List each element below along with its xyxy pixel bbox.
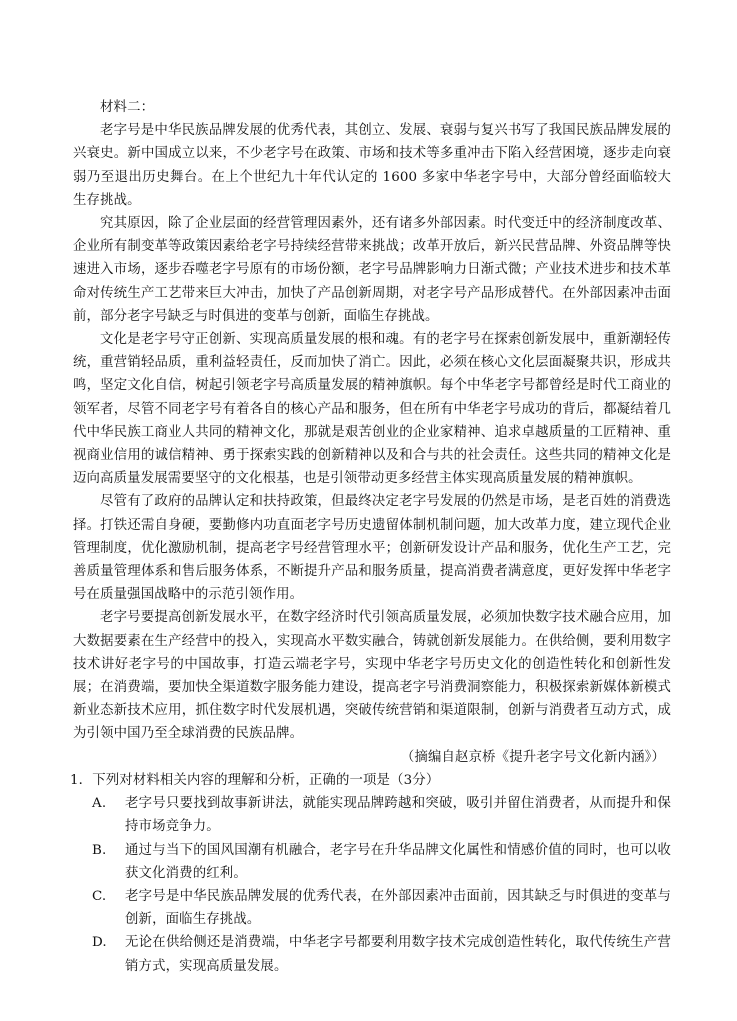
option-b-text: 通过与当下的国风国潮有机融合，老字号在升华品牌文化属性和情感价值的同时，也可以收获文化消费的红利。 [125,842,671,881]
option-b-letter: B. [92,842,107,858]
document-page [70,96,671,978]
option-c-text: 老字号是中华民族品牌发展的优秀代表，在外部因素冲击面前，因其缺乏与时俱进的变革与创新，面临生存挑战。 [125,888,671,928]
option-a-text: 老字号只要找到故事新讲法，就能实现品牌跨越和突破，吸引并留住消费者，从而提升和保持市场竞争力。 [125,796,671,835]
material-heading: 材料二： [100,100,155,115]
option-d [73,931,671,977]
option-c [73,885,671,931]
question-stem: 1．下列对材料相关内容的理解和分析，正确的一项是（3分） [70,772,440,788]
material-paragraph-4: 尽管有了政府的品牌认定和扶持政策，但最终决定老字号发展的仍然是市场，是老百姓的消费选择。打铁还需自身硬，要勤修内功直面老字号历史遗留体制机制问题，加大改革力度，建立现代企业管理制度，优化激励机制，提高老字号经营管理水平；创新研发设计产品和服务，优化生产工艺，完善质量管理体系和售后服务体系，不断提升产品和服务质量，提高消费者满意度，更好发挥中华老字号在质量强国战略中的示范引领作用。 [73,494,671,603]
option-d-letter: D. [92,935,107,951]
option-a [73,792,671,838]
source-citation: （摘编自赵京桥《提升老字号文化新内涵》） [400,749,665,765]
material-paragraph-2: 究其原因，除了企业层面的经营管理因素外，还有诸多外部因素。时代变迁中的经济制度改革、企业所有制变革等政策因素给老字号持续经营带来挑战；改革开放后，新兴民营品牌、外资品牌等快速进入市场，逐步吞噬老字号原有的市场份额，老字号品牌影响力日渐式微；产业技术进步和技术革命对传统生产工艺带来巨大冲击，加快了产品创新周期，对老字号产品形成替代。在外部因素冲击面前，部分老字号缺乏与时俱进的变革与创新，面临生存挑战。 [73,216,671,324]
option-d-text: 无论在供给侧还是消费端，中华老字号都要利用数字技术完成创造性转化，取代传统生产营销方式，实现高质量发展。 [125,935,671,974]
material-paragraph-1: 老字号是中华民族品牌发展的优秀代表，其创立、发展、衰弱与复兴书写了我国民族品牌发展的兴衰史。新中国成立以来，不少老字号在政策、市场和技术等多重冲击下陷入经营困境，逐步走向衰弱乃至退出历史舞台。在上个世纪九十年代认定的 1600 多家中华老字号中，大部分曾经面临较大生存挑战。 [73,123,671,208]
option-c-letter: C. [92,888,107,904]
answer-options [73,792,671,978]
option-b [73,839,671,885]
material-paragraph-3: 文化是老字号守正创新、实现高质量发展的根和魂。有的老字号在探索创新发展中，重新潮轻传统，重营销轻品质，重利益轻责任，反而加快了消亡。因此，必须在核心文化层面凝聚共识，形成共鸣，坚定文化自信，树起引领老字号高质量发展的精神旗帜。每个中华老字号都曾经是时代工商业的领军者，尽管不同老字号有着各自的核心产品和服务，但在所有中华老字号成功的背后，都凝结着几代中华民族工商业人共同的精神文化，那就是艰苦创业的企业家精神、追求卓越质量的工匠精神、重视商业信用的诚信精神、勇于探索实践的创新精神以及和合与共的社会责任。这些共同的精神文化是迈向高质量发展需要坚守的文化根基，也是引领带动更多经营主体实现高质量发展的精神旗帜。 [73,332,671,487]
option-a-letter: A. [92,796,107,812]
material-paragraph-5: 老字号要提高创新发展水平，在数字经济时代引领高质量发展，必须加快数字技术融合应用，加大数据要素在生产经营中的投入，实现高水平数实融合，铸就创新发展能力。在供给侧，要利用数字技术讲好老字号的中国故事，打造云端老字号，实现中华老字号历史文化的创造性转化和创新性发展；在消费端，要加快全渠道数字服务能力建设，提高老字号消费洞察能力，积极探索新媒体新模式新业态新技术应用，抓住数字时代发展机遇，突破传统营销和渠道限制，创新与消费者互动方式，成为引领中国乃至全球消费的民族品牌。 [73,610,671,742]
